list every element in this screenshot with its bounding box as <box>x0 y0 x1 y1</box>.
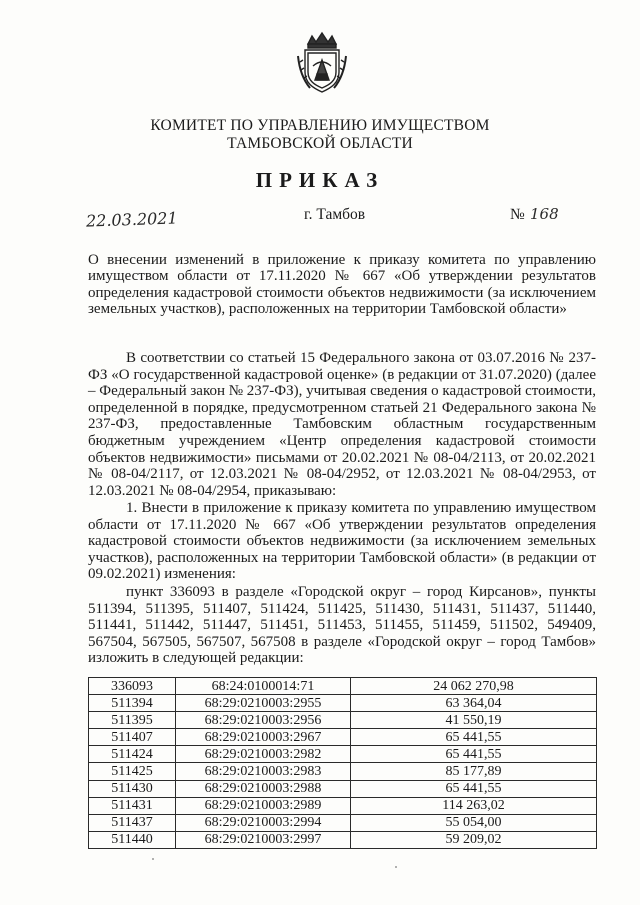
cadastral-value-cell: 65 441,55 <box>351 729 597 746</box>
cadastral-value-cell: 59 209,02 <box>351 831 597 848</box>
cadastral-number-cell: 68:29:0210003:2994 <box>176 814 351 831</box>
cadastral-value-cell: 65 441,55 <box>351 746 597 763</box>
cadastral-value-cell: 114 263,02 <box>351 797 597 814</box>
cadastral-value-cell: 63 364,04 <box>351 695 597 712</box>
organization-name-line2: ТАМБОВСКОЙ ОБЛАСТИ <box>227 135 413 152</box>
scan-speck <box>395 866 397 868</box>
cadastral-value-cell: 65 441,55 <box>351 780 597 797</box>
document-type-title: ПРИКАЗ <box>255 168 385 192</box>
cadastral-number-cell: 68:24:0100014:71 <box>176 678 351 695</box>
number-label: № <box>510 206 525 223</box>
cadastral-number-cell: 68:29:0210003:2997 <box>176 831 351 848</box>
order-subject: О внесении изменений в приложение к приказу комитета по управлению имуществом области от 17.11.2020 № 667 «Об утверждении результатов определения кадастровой стоимости объектов недвижимости (за исключением земельных участков), расположенных на территории Тамбовской области» <box>88 252 596 318</box>
organization-name-line1: КОМИТЕТ ПО УПРАВЛЕНИЮ ИМУЩЕСТВОМ <box>150 117 490 134</box>
item-number-cell: 511425 <box>89 763 176 780</box>
cadastral-number-cell: 68:29:0210003:2988 <box>176 780 351 797</box>
cadastral-number-cell: 68:29:0210003:2989 <box>176 797 351 814</box>
cadastral-number-cell: 68:29:0210003:2955 <box>176 695 351 712</box>
item-number-cell: 511407 <box>89 729 176 746</box>
table-row <box>89 797 597 814</box>
city-name: г. Тамбов <box>304 206 366 223</box>
cadastral-value-cell: 55 054,00 <box>351 814 597 831</box>
table-row <box>89 831 597 848</box>
table-row <box>89 695 597 712</box>
paragraph-preamble: В соответствии со статьей 15 Федерального закона от 03.07.2016 № 237-ФЗ «О государственной кадастровой оценке» (в редакции от 31.07.2020) (далее – Федеральный закон № 237-ФЗ), учитывая сведения о кадастровой стоимости, определенной в порядке, предусмотренном статьей 21 Федерального закона № 237-ФЗ, предоставленные Тамбовским областным государственным бюджетным учреждением «Центр определения кадастровой стоимости объектов недвижимости» письмами от 20.02.2021 № 08-04/2113, от 20.02.2021 № 08-04/2117, от 12.03.2021 № 08-04/2952, от 12.03.2021 № 08-04/2953, от 12.03.2021 № 08-04/2954, приказываю: <box>88 350 596 499</box>
paragraph-item-1: 1. Внести в приложение к приказу комитета по управлению имуществом области от 17.11.2020 № 667 «Об утверждении результатов определения кадастровой стоимости объектов недвижимости (за исключением земельных участков), расположенных на территории Тамбовской области» (в редакции от 09.02.2021) изменения: <box>88 500 596 583</box>
paragraph-item-1-detail: пункт 336093 в разделе «Городской округ – город Кирсанов», пункты 511394, 511395, 511407, 511424, 511425, 511430, 511431, 511437, 511440, 511441, 511442, 511447, 511451, 511453, 511455, 511459, 511502, 549409, 567504, 567505, 567507, 567508 в разделе «Городской округ – город Тамбов» изложить в следующей редакции: <box>88 584 596 667</box>
table-row <box>89 780 597 797</box>
item-number-cell: 511440 <box>89 831 176 848</box>
item-number-cell: 511437 <box>89 814 176 831</box>
table-row <box>89 814 597 831</box>
item-number-cell: 511431 <box>89 797 176 814</box>
item-number-cell: 511424 <box>89 746 176 763</box>
item-number-cell: 336093 <box>89 678 176 695</box>
cadastral-number-cell: 68:29:0210003:2982 <box>176 746 351 763</box>
coat-of-arms-icon <box>296 30 348 96</box>
cadastral-value-cell: 85 177,89 <box>351 763 597 780</box>
handwritten-number: 168 <box>530 205 559 223</box>
cadastral-number-cell: 68:29:0210003:2956 <box>176 712 351 729</box>
cadastral-value-cell: 41 550,19 <box>351 712 597 729</box>
cadastral-value-cell: 24 062 270,98 <box>351 678 597 695</box>
cadastral-number-cell: 68:29:0210003:2967 <box>176 729 351 746</box>
scan-speck <box>152 858 154 860</box>
handwritten-date: 22.03.2021 <box>85 208 178 231</box>
item-number-cell: 511394 <box>89 695 176 712</box>
cadastral-value-table <box>88 677 597 849</box>
cadastral-number-cell: 68:29:0210003:2983 <box>176 763 351 780</box>
table-row <box>89 763 597 780</box>
table-row <box>89 746 597 763</box>
item-number-cell: 511430 <box>89 780 176 797</box>
item-number-cell: 511395 <box>89 712 176 729</box>
table-row <box>89 729 597 746</box>
table-row <box>89 712 597 729</box>
table-row <box>89 678 597 695</box>
